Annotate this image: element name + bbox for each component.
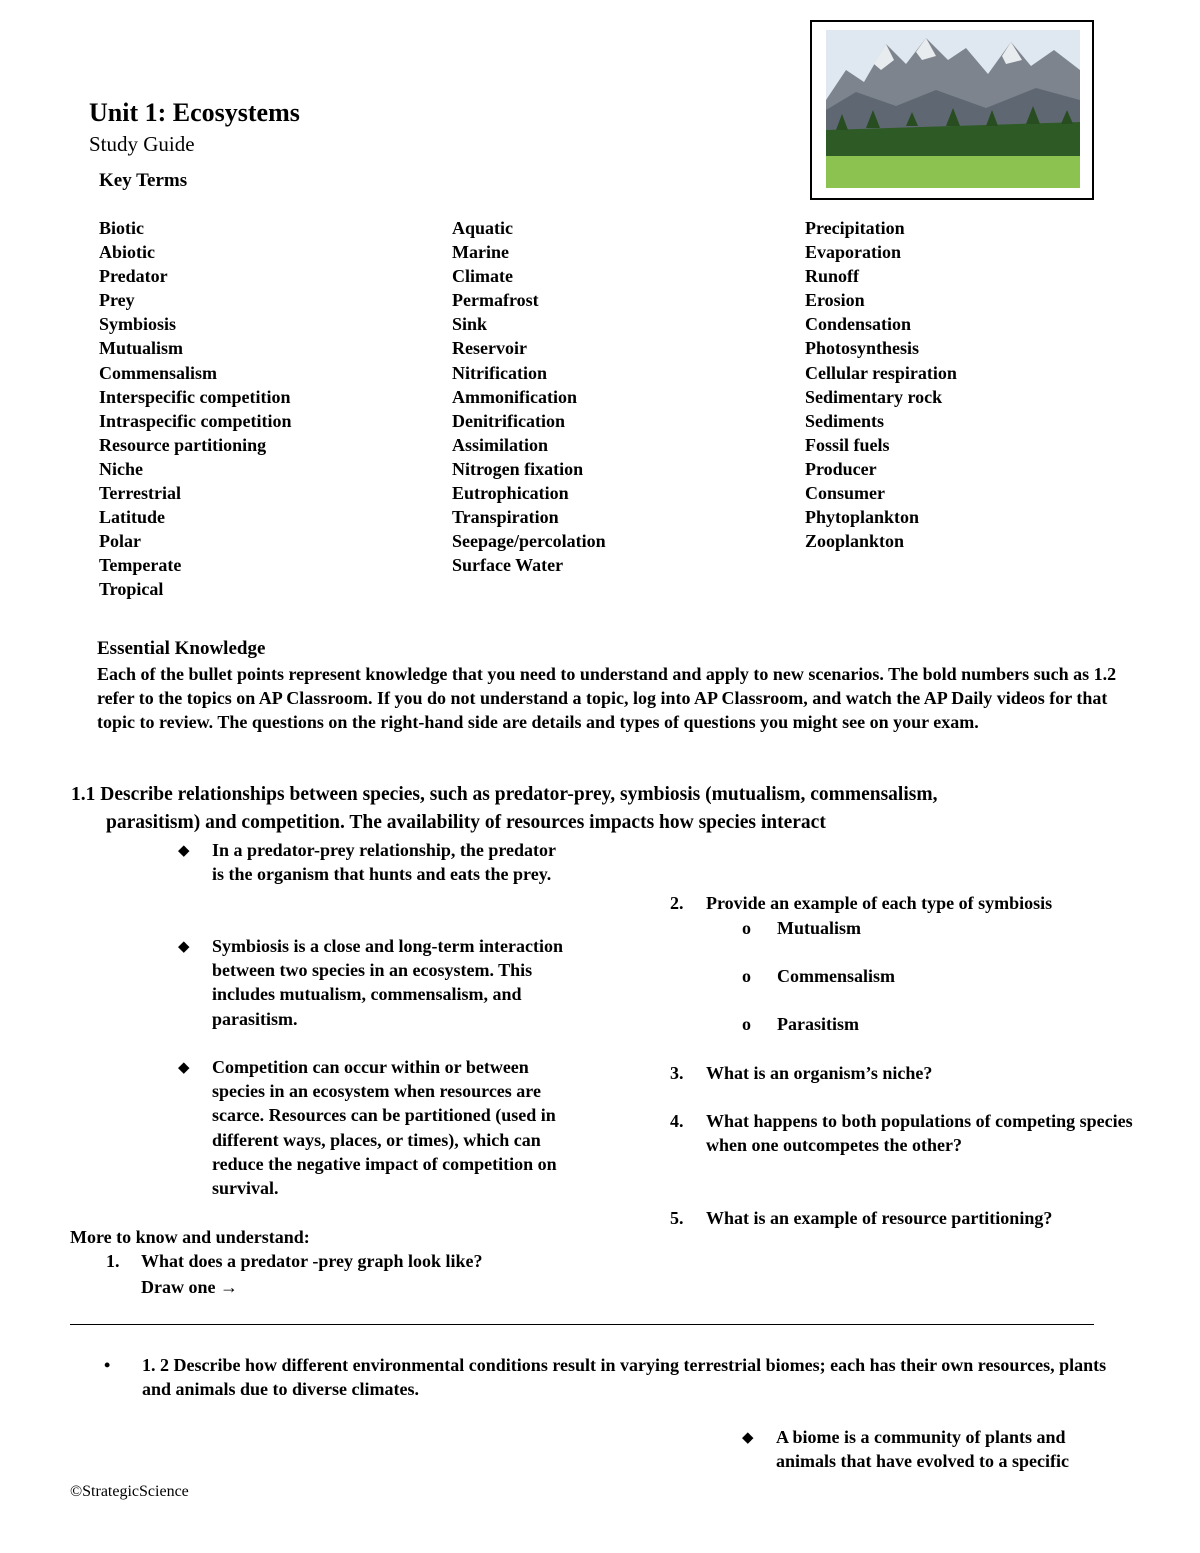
- section-divider: [70, 1324, 1094, 1325]
- sub-item-text: Commensalism: [777, 966, 895, 986]
- key-term: Niche: [99, 458, 143, 479]
- key-term: Eutrophication: [452, 483, 569, 504]
- question-number: 2.: [670, 893, 684, 913]
- key-term: Sink: [452, 314, 488, 335]
- key-term: Seepage/percolation: [452, 531, 606, 552]
- circle-bullet-icon: o: [742, 966, 751, 986]
- bullet-item: [742, 1425, 1127, 1473]
- key-term: Ammonification: [452, 386, 577, 407]
- key-term: Nitrification: [452, 362, 547, 383]
- diamond-bullet-icon: ◆: [178, 843, 190, 859]
- diamond-bullet-icon: ◆: [742, 1430, 754, 1446]
- question-number: 3.: [670, 1063, 684, 1083]
- page-title: Unit 1: Ecosystems: [89, 98, 300, 127]
- key-term: Fossil fuels: [805, 434, 890, 455]
- bullet-text: Symbiosis is a close and long-term interaction between two species in an ecosystem. This includes mutualism, commensalism, and parasitism.: [212, 936, 563, 1029]
- draw-one-prompt: Draw one →: [141, 1277, 238, 1297]
- question-text: What is an example of resource partitioning?: [706, 1208, 1053, 1228]
- question-2: [670, 891, 1140, 915]
- question-1: [106, 1249, 566, 1299]
- key-term: Temperate: [99, 555, 182, 576]
- key-term: Permafrost: [452, 290, 539, 311]
- key-term: Transpiration: [452, 507, 559, 528]
- key-term: Evaporation: [805, 242, 902, 263]
- mountain-landscape-image: [826, 30, 1080, 188]
- sub-item-text: Parasitism: [777, 1014, 859, 1034]
- diamond-bullet-icon: ◆: [178, 1060, 190, 1076]
- sub-item: [742, 918, 861, 939]
- question-text: What does a predator -prey graph look like?: [141, 1251, 483, 1271]
- key-term: Interspecific competition: [99, 386, 291, 407]
- question-4: [670, 1109, 1140, 1157]
- topic-1-2-heading: 1. 2 Describe how different environmental conditions result in varying terrestrial biomes; each has their own resources, plants and animals due to diverse climates.: [142, 1355, 1107, 1399]
- sub-item: [742, 1014, 859, 1035]
- key-term: Terrestrial: [99, 483, 181, 504]
- key-term: Photosynthesis: [805, 338, 920, 359]
- key-term: Commensalism: [99, 362, 217, 383]
- key-terms-heading: Key Terms: [99, 170, 188, 191]
- more-to-know-heading: More to know and understand:: [70, 1227, 310, 1247]
- key-term: Polar: [99, 531, 141, 552]
- topic-1-1-heading-line2: parasitism) and competition. The availability of resources impacts how species interact: [106, 812, 826, 833]
- key-term: Predator: [99, 266, 168, 287]
- key-term: Mutualism: [99, 338, 184, 359]
- question-number: 1.: [106, 1251, 120, 1271]
- key-term: Surface Water: [452, 555, 564, 576]
- bullet-text: Competition can occur within or between species in an ecosystem when resources are scarce. Resources can be partitioned (used in different ways, places, or times), which can reduce the negative impact of competition on survival.: [212, 1057, 557, 1199]
- circle-bullet-icon: o: [742, 1014, 751, 1034]
- key-term: Symbiosis: [99, 314, 177, 335]
- circle-bullet-icon: o: [742, 918, 751, 938]
- bullet-text: In a predator-prey relationship, the predator is the organism that hunts and eats the prey.: [212, 840, 556, 885]
- key-term: Sedimentary rock: [805, 386, 943, 407]
- bullet-dot-icon: •: [104, 1355, 111, 1375]
- bullet-item: [178, 934, 570, 1031]
- key-term: Precipitation: [805, 218, 905, 238]
- key-term: Phytoplankton: [805, 507, 920, 528]
- key-term: Producer: [805, 458, 877, 479]
- key-term: Cellular respiration: [805, 362, 957, 383]
- key-term: Aquatic: [452, 218, 514, 238]
- key-term: Prey: [99, 290, 135, 311]
- key-term: Denitrification: [452, 410, 565, 431]
- key-term: Biotic: [99, 218, 144, 238]
- key-term: Runoff: [805, 266, 860, 287]
- diamond-bullet-icon: ◆: [178, 939, 190, 955]
- key-term: Intraspecific competition: [99, 410, 292, 431]
- key-term: Erosion: [805, 290, 865, 311]
- bullet-text: A biome is a community of plants and animals that have evolved to a specific: [776, 1427, 1069, 1472]
- key-term: Sediments: [805, 410, 885, 431]
- key-term: Consumer: [805, 483, 885, 504]
- question-5: [670, 1206, 1140, 1230]
- photo-frame: [810, 20, 1094, 200]
- key-term: Condensation: [805, 314, 912, 335]
- page-subtitle: Study Guide: [89, 132, 195, 156]
- key-terms-column-3: [805, 216, 957, 553]
- key-term: Nitrogen fixation: [452, 458, 584, 479]
- key-term: Climate: [452, 266, 513, 287]
- question-number: 5.: [670, 1208, 684, 1228]
- key-terms-column-1: [99, 216, 291, 602]
- copyright-footer: ©StrategicScience: [70, 1483, 189, 1500]
- essential-knowledge-paragraph: Each of the bullet points represent knowledge that you need to understand and apply to new scenarios. The bold numbers such as 1.2 refer to the topics on AP Classroom. If you do not understand a topic, log into AP Classroom, and watch the AP Daily videos for that topic to review. The questions on the right-hand side are details and types of questions you might see on your exam.: [97, 664, 1117, 732]
- question-number: 4.: [670, 1111, 684, 1131]
- question-text: What is an organism’s niche?: [706, 1063, 933, 1083]
- key-term: Assimilation: [452, 434, 549, 455]
- sub-item-text: Mutualism: [777, 918, 862, 938]
- question-3: [670, 1061, 1140, 1085]
- key-term: Abiotic: [99, 242, 155, 263]
- key-term: Reservoir: [452, 338, 527, 359]
- key-terms-column-2: [452, 216, 606, 577]
- question-text: Provide an example of each type of symbiosis: [706, 893, 1053, 913]
- key-term: Tropical: [99, 579, 164, 600]
- question-text: What happens to both populations of competing species when one outcompetes the other?: [706, 1111, 1133, 1155]
- essential-knowledge-heading: Essential Knowledge: [97, 638, 266, 659]
- bullet-item: [178, 1055, 570, 1200]
- bullet-item: [178, 838, 570, 886]
- key-term: Zooplankton: [805, 531, 905, 552]
- topic-1-1-heading-line1: 1.1 Describe relationships between species, such as predator-prey, symbiosis (mutualism, commensalism,: [71, 784, 938, 805]
- key-term: Resource partitioning: [99, 434, 267, 455]
- key-term: Latitude: [99, 507, 166, 528]
- topic-1-2-item: [104, 1353, 1134, 1401]
- sub-item: [742, 966, 895, 987]
- key-term: Marine: [452, 242, 509, 263]
